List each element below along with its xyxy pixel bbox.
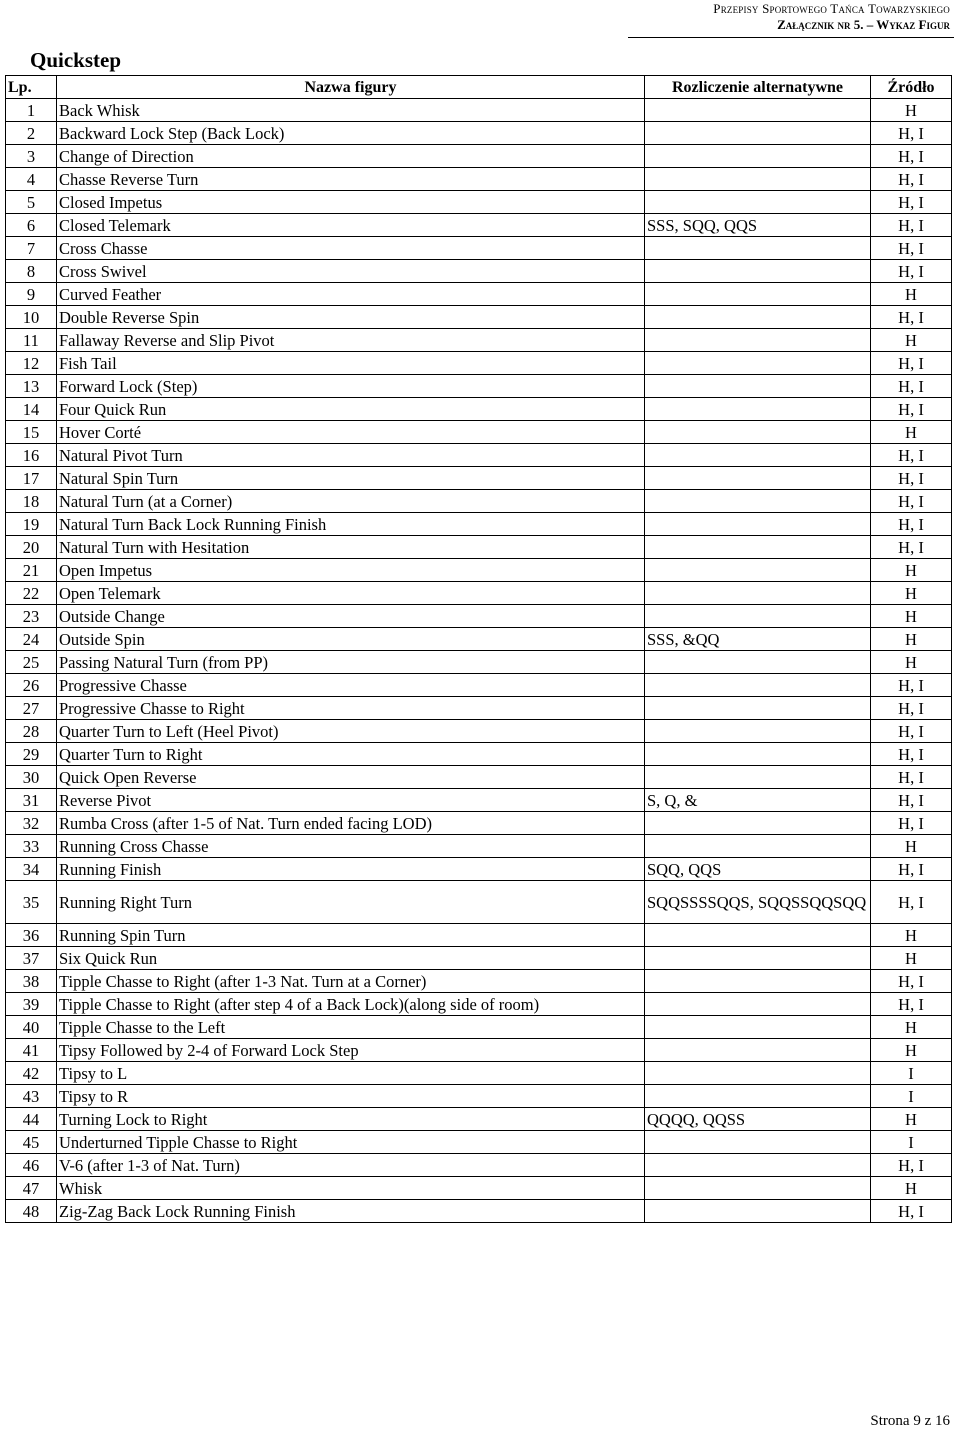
table-row [6, 536, 952, 559]
cell-name: Running Spin Turn [57, 924, 645, 947]
cell-alt [645, 122, 871, 145]
cell-source: H [871, 947, 952, 970]
table-row [6, 1200, 952, 1223]
cell-source: H [871, 559, 952, 582]
cell-source: H [871, 283, 952, 306]
cell-name: Progressive Chasse [57, 674, 645, 697]
cell-source: H, I [871, 375, 952, 398]
table-row [6, 214, 952, 237]
cell-source: H, I [871, 1154, 952, 1177]
table-row [6, 743, 952, 766]
cell-alt [645, 835, 871, 858]
cell-source: H, I [871, 513, 952, 536]
cell-source: H [871, 582, 952, 605]
table-row [6, 1085, 952, 1108]
cell-name: Four Quick Run [57, 398, 645, 421]
cell-alt: SSS, SQQ, QQS [645, 214, 871, 237]
cell-lp: 12 [6, 352, 57, 375]
cell-name: Underturned Tipple Chasse to Right [57, 1131, 645, 1154]
table-header-row [6, 76, 952, 99]
cell-name: Turning Lock to Right [57, 1108, 645, 1131]
cell-name: Open Telemark [57, 582, 645, 605]
cell-source: H [871, 924, 952, 947]
cell-name: Natural Pivot Turn [57, 444, 645, 467]
cell-name: Quick Open Reverse [57, 766, 645, 789]
cell-source: H, I [871, 766, 952, 789]
cell-lp: 37 [6, 947, 57, 970]
cell-alt [645, 536, 871, 559]
cell-source: H, I [871, 881, 952, 924]
cell-lp: 11 [6, 329, 57, 352]
cell-source: H, I [871, 858, 952, 881]
cell-name: Quarter Turn to Left (Heel Pivot) [57, 720, 645, 743]
table-body [6, 99, 952, 1223]
table-row [6, 191, 952, 214]
cell-lp: 29 [6, 743, 57, 766]
cell-lp: 48 [6, 1200, 57, 1223]
cell-alt [645, 1177, 871, 1200]
cell-alt [645, 329, 871, 352]
cell-name: Tipple Chasse to the Left [57, 1016, 645, 1039]
cell-alt [645, 467, 871, 490]
cell-name: Forward Lock (Step) [57, 375, 645, 398]
cell-name: Quarter Turn to Right [57, 743, 645, 766]
cell-alt [645, 559, 871, 582]
cell-name: Natural Turn (at a Corner) [57, 490, 645, 513]
cell-alt [645, 99, 871, 122]
table-row [6, 99, 952, 122]
cell-lp: 14 [6, 398, 57, 421]
cell-lp: 28 [6, 720, 57, 743]
table-row [6, 306, 952, 329]
cell-lp: 20 [6, 536, 57, 559]
cell-alt [645, 1016, 871, 1039]
cell-name: Tipsy to L [57, 1062, 645, 1085]
header-subtitle: Załącznik nr 5. – Wykaz Figur [777, 17, 950, 32]
cell-source: H [871, 99, 952, 122]
cell-source: H, I [871, 145, 952, 168]
cell-name: Running Cross Chasse [57, 835, 645, 858]
table-row [6, 1154, 952, 1177]
cell-source: I [871, 1131, 952, 1154]
cell-lp: 5 [6, 191, 57, 214]
cell-source: H [871, 1016, 952, 1039]
cell-lp: 10 [6, 306, 57, 329]
cell-lp: 30 [6, 766, 57, 789]
cell-alt [645, 375, 871, 398]
cell-name: Tipple Chasse to Right (after step 4 of a Back Lock)(along side of room) [57, 993, 645, 1016]
cell-name: Back Whisk [57, 99, 645, 122]
cell-alt [645, 398, 871, 421]
table-row [6, 674, 952, 697]
cell-source: H, I [871, 214, 952, 237]
cell-lp: 23 [6, 605, 57, 628]
table-row [6, 398, 952, 421]
cell-source: H, I [871, 789, 952, 812]
cell-alt [645, 191, 871, 214]
figures-table [5, 75, 952, 1223]
cell-source: H, I [871, 490, 952, 513]
header-title: Przepisy Sportowego Tańca Towarzyskiego [713, 1, 950, 16]
table-row [6, 490, 952, 513]
cell-name: Fallaway Reverse and Slip Pivot [57, 329, 645, 352]
table-row [6, 168, 952, 191]
cell-lp: 41 [6, 1039, 57, 1062]
cell-lp: 39 [6, 993, 57, 1016]
cell-source: H [871, 1177, 952, 1200]
cell-source: H, I [871, 743, 952, 766]
cell-name: Backward Lock Step (Back Lock) [57, 122, 645, 145]
table-row [6, 1131, 952, 1154]
cell-lp: 40 [6, 1016, 57, 1039]
cell-alt [645, 743, 871, 766]
table-row [6, 1177, 952, 1200]
table-row [6, 145, 952, 168]
cell-alt [645, 582, 871, 605]
cell-lp: 1 [6, 99, 57, 122]
cell-name: Six Quick Run [57, 947, 645, 970]
cell-lp: 2 [6, 122, 57, 145]
cell-lp: 45 [6, 1131, 57, 1154]
cell-source: H, I [871, 191, 952, 214]
cell-alt [645, 168, 871, 191]
cell-name: Chasse Reverse Turn [57, 168, 645, 191]
cell-name: Natural Turn with Hesitation [57, 536, 645, 559]
cell-alt [645, 283, 871, 306]
table-row [6, 122, 952, 145]
cell-lp: 33 [6, 835, 57, 858]
cell-name: Whisk [57, 1177, 645, 1200]
cell-alt: SSS, &QQ [645, 628, 871, 651]
cell-lp: 15 [6, 421, 57, 444]
table-row [6, 1062, 952, 1085]
cell-alt [645, 237, 871, 260]
cell-lp: 18 [6, 490, 57, 513]
header-rule [628, 37, 954, 38]
section-title: Quickstep [30, 48, 122, 72]
cell-alt [645, 947, 871, 970]
table-row [6, 720, 952, 743]
table-row [6, 651, 952, 674]
cell-alt [645, 651, 871, 674]
page-number: Strona 9 z 16 [870, 1413, 950, 1429]
cell-name: Tipple Chasse to Right (after 1-3 Nat. Turn at a Corner) [57, 970, 645, 993]
cell-lp: 3 [6, 145, 57, 168]
cell-alt [645, 513, 871, 536]
cell-name: Reverse Pivot [57, 789, 645, 812]
cell-alt [645, 605, 871, 628]
cell-lp: 46 [6, 1154, 57, 1177]
cell-lp: 25 [6, 651, 57, 674]
table-row [6, 421, 952, 444]
table-row [6, 947, 952, 970]
cell-name: Closed Telemark [57, 214, 645, 237]
table-row [6, 1016, 952, 1039]
cell-alt [645, 697, 871, 720]
cell-name: Open Impetus [57, 559, 645, 582]
cell-source: H, I [871, 536, 952, 559]
cell-alt [645, 812, 871, 835]
cell-source: H, I [871, 237, 952, 260]
table-row [6, 582, 952, 605]
column-header-name: Nazwa figury [57, 76, 645, 99]
cell-lp: 16 [6, 444, 57, 467]
table-row [6, 467, 952, 490]
cell-source: H [871, 835, 952, 858]
table-row [6, 970, 952, 993]
cell-source: I [871, 1085, 952, 1108]
cell-name: Fish Tail [57, 352, 645, 375]
cell-alt [645, 993, 871, 1016]
cell-name: Double Reverse Spin [57, 306, 645, 329]
cell-alt [645, 674, 871, 697]
cell-alt [645, 1131, 871, 1154]
table-row [6, 444, 952, 467]
cell-source: H [871, 329, 952, 352]
cell-lp: 6 [6, 214, 57, 237]
cell-name: Natural Turn Back Lock Running Finish [57, 513, 645, 536]
cell-alt [645, 1154, 871, 1177]
cell-alt [645, 1062, 871, 1085]
cell-name: Outside Change [57, 605, 645, 628]
cell-alt [645, 421, 871, 444]
cell-lp: 22 [6, 582, 57, 605]
cell-alt [645, 352, 871, 375]
column-header-alt: Rozliczenie alternatywne [645, 76, 871, 99]
cell-source: H [871, 628, 952, 651]
cell-lp: 19 [6, 513, 57, 536]
cell-source: H, I [871, 812, 952, 835]
cell-lp: 36 [6, 924, 57, 947]
cell-lp: 35 [6, 881, 57, 924]
cell-name: Cross Chasse [57, 237, 645, 260]
cell-source: H, I [871, 674, 952, 697]
cell-lp: 43 [6, 1085, 57, 1108]
cell-name: V-6 (after 1-3 of Nat. Turn) [57, 1154, 645, 1177]
cell-name: Zig-Zag Back Lock Running Finish [57, 1200, 645, 1223]
cell-lp: 8 [6, 260, 57, 283]
cell-lp: 47 [6, 1177, 57, 1200]
table-row [6, 835, 952, 858]
table-row [6, 697, 952, 720]
cell-source: H [871, 1039, 952, 1062]
cell-alt [645, 924, 871, 947]
cell-name: Rumba Cross (after 1-5 of Nat. Turn ended facing LOD) [57, 812, 645, 835]
table-row [6, 993, 952, 1016]
cell-source: H [871, 651, 952, 674]
cell-source: H, I [871, 444, 952, 467]
table-row [6, 283, 952, 306]
cell-alt: SQQ, QQS [645, 858, 871, 881]
cell-source: H, I [871, 306, 952, 329]
cell-alt [645, 260, 871, 283]
column-header-source: Źródło [871, 76, 952, 99]
cell-name: Hover Corté [57, 421, 645, 444]
table-row [6, 881, 952, 924]
cell-source: H, I [871, 1200, 952, 1223]
table-row [6, 559, 952, 582]
cell-name: Closed Impetus [57, 191, 645, 214]
table-row [6, 605, 952, 628]
cell-alt [645, 1039, 871, 1062]
cell-alt [645, 1085, 871, 1108]
cell-lp: 38 [6, 970, 57, 993]
cell-lp: 34 [6, 858, 57, 881]
cell-lp: 24 [6, 628, 57, 651]
cell-source: H [871, 421, 952, 444]
cell-source: H, I [871, 260, 952, 283]
cell-name: Running Right Turn [57, 881, 645, 924]
cell-lp: 9 [6, 283, 57, 306]
cell-name: Curved Feather [57, 283, 645, 306]
cell-name: Change of Direction [57, 145, 645, 168]
table-row [6, 766, 952, 789]
cell-alt: QQQQ, QQSS [645, 1108, 871, 1131]
cell-source: I [871, 1062, 952, 1085]
column-header-lp: Lp. [6, 76, 57, 99]
cell-alt [645, 444, 871, 467]
table-row [6, 513, 952, 536]
cell-source: H, I [871, 467, 952, 490]
cell-name: Cross Swivel [57, 260, 645, 283]
cell-source: H, I [871, 993, 952, 1016]
cell-lp: 32 [6, 812, 57, 835]
cell-name: Progressive Chasse to Right [57, 697, 645, 720]
cell-alt [645, 766, 871, 789]
cell-alt [645, 720, 871, 743]
cell-alt [645, 306, 871, 329]
table-row [6, 260, 952, 283]
cell-source: H, I [871, 697, 952, 720]
table-row [6, 924, 952, 947]
cell-source: H, I [871, 352, 952, 375]
cell-alt [645, 490, 871, 513]
table-row [6, 858, 952, 881]
cell-name: Tipsy Followed by 2-4 of Forward Lock Step [57, 1039, 645, 1062]
cell-lp: 42 [6, 1062, 57, 1085]
table-row [6, 1108, 952, 1131]
table-row [6, 352, 952, 375]
cell-source: H, I [871, 122, 952, 145]
cell-lp: 7 [6, 237, 57, 260]
table-row [6, 1039, 952, 1062]
cell-source: H [871, 1108, 952, 1131]
cell-lp: 27 [6, 697, 57, 720]
document-header [620, 1, 950, 33]
cell-lp: 13 [6, 375, 57, 398]
table-row [6, 329, 952, 352]
cell-lp: 26 [6, 674, 57, 697]
cell-lp: 44 [6, 1108, 57, 1131]
table-row [6, 237, 952, 260]
cell-source: H, I [871, 720, 952, 743]
cell-source: H, I [871, 398, 952, 421]
cell-lp: 17 [6, 467, 57, 490]
cell-name: Outside Spin [57, 628, 645, 651]
cell-name: Tipsy to R [57, 1085, 645, 1108]
table-row [6, 789, 952, 812]
cell-name: Passing Natural Turn (from PP) [57, 651, 645, 674]
table-row [6, 375, 952, 398]
table-row [6, 812, 952, 835]
cell-name: Natural Spin Turn [57, 467, 645, 490]
cell-source: H [871, 605, 952, 628]
cell-lp: 31 [6, 789, 57, 812]
cell-alt [645, 970, 871, 993]
cell-name: Running Finish [57, 858, 645, 881]
cell-lp: 21 [6, 559, 57, 582]
cell-alt: S, Q, & [645, 789, 871, 812]
table-row [6, 628, 952, 651]
cell-alt [645, 145, 871, 168]
cell-source: H, I [871, 970, 952, 993]
cell-lp: 4 [6, 168, 57, 191]
cell-alt [645, 1200, 871, 1223]
cell-source: H, I [871, 168, 952, 191]
cell-alt: SQQSSSSQQS, SQQSSQQSQQ [645, 881, 871, 924]
